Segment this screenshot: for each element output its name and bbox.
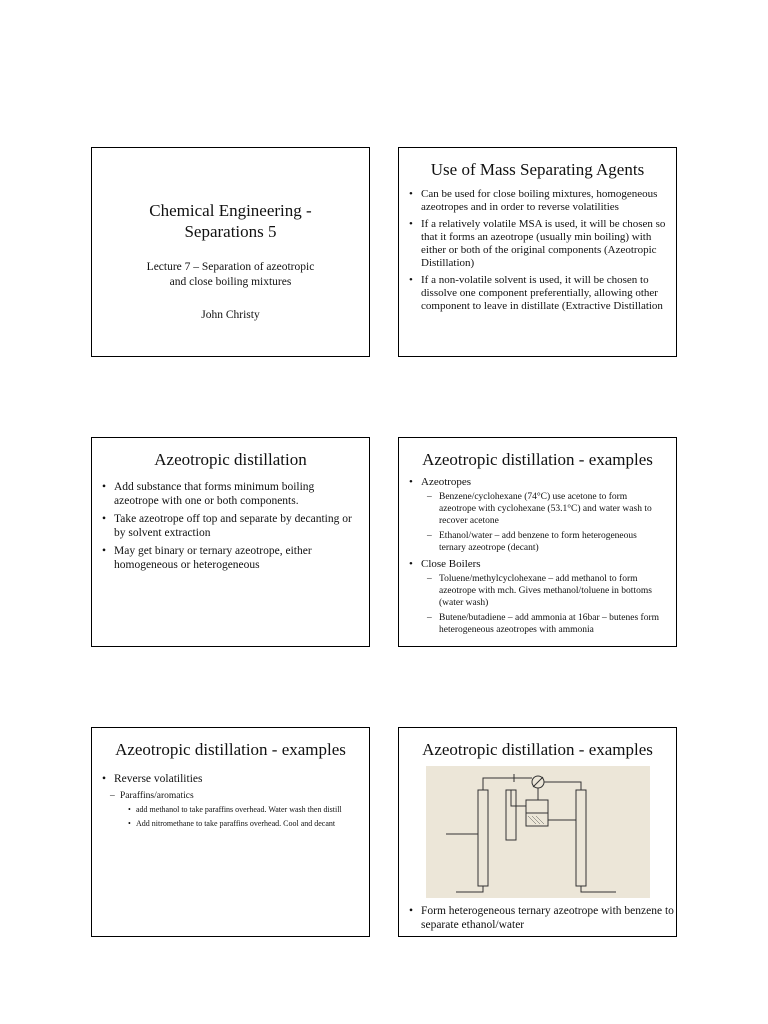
sub-sub-bullet-item: • Add nitromethane to take paraffins overhead. Cool and decant	[92, 819, 355, 830]
heading-line-2: Separations 5	[184, 222, 277, 241]
slide-4-title: Azeotropic distillation - examples	[422, 450, 653, 469]
sub-bullet-item: – Toluene/methylcyclohexane – add methanol to form azeotrope with mch. Gives methanol/toluene in bottoms (water wash)	[421, 573, 666, 609]
bullet-item: • Take azeotrope off top and separate by decanting or by solvent extraction	[92, 512, 357, 540]
slide-3-azeotropic-distillation	[91, 437, 370, 647]
bullet-item: • Add substance that forms minimum boiling azeotrope with one or both components.	[92, 480, 357, 508]
bullet-item: • May get binary or ternary azeotrope, either homogeneous or heterogeneous	[92, 544, 357, 572]
slide-5-examples	[91, 727, 370, 937]
bullet-item: • Form heterogeneous ternary azeotrope with benzene to separate ethanol/water	[399, 904, 676, 932]
slide-1-title	[91, 147, 370, 357]
subtitle-line-2: and close boiling mixtures	[169, 276, 292, 288]
slide-3-bullets	[92, 480, 369, 572]
slide-2-bullets	[399, 188, 676, 313]
heading-line-1: Chemical Engineering -	[149, 201, 312, 220]
sub-sub-bullet-item: • add methanol to take paraffins overhead. Water wash then distill	[92, 805, 355, 816]
bullet-label: Close Boilers	[421, 558, 481, 570]
bullet-label: Reverse volatilities	[114, 773, 203, 785]
process-flow-diagram	[426, 766, 650, 898]
slide-1-heading	[92, 200, 369, 242]
slide-6-examples	[398, 727, 677, 937]
slide-5-bullets	[92, 772, 369, 829]
slide-3-title: Azeotropic distillation	[154, 450, 307, 469]
author-name: John Christy	[201, 309, 260, 321]
slide-6-bullets	[399, 904, 676, 936]
lecture-subtitle	[92, 260, 369, 290]
bullet-item: • If a non-volatile solvent is used, it will be chosen to dissolve one component preferentially, allowing other component to leave in distillate (Extractive Distillation	[399, 274, 666, 313]
bullet-item: • Can be used for close boiling mixtures, homogeneous azeotropes and in order to reverse volatilities	[399, 188, 666, 214]
slide-6-title: Azeotropic distillation - examples	[422, 740, 653, 759]
bullet-azeotropes	[399, 476, 666, 554]
sub-bullet-paraffins: – Paraffins/aromatics	[92, 790, 363, 802]
process-flow-sketch	[426, 766, 650, 898]
slide-2-mass-separating-agents	[398, 147, 677, 357]
subtitle-line-1: Lecture 7 – Separation of azeotropic	[146, 261, 315, 273]
slide-4-examples	[398, 437, 677, 647]
bullet-item: • If a relatively volatile MSA is used, it will be chosen so that it forms an azeotrope (usually min boiling) with either or both of the original components (Azeotropic Distillation)	[399, 218, 666, 270]
sub-bullet-item: – Butene/butadiene – add ammonia at 16bar – butenes form heterogeneous azeotropes with ammonia	[421, 612, 666, 636]
sub-bullet-item: – Ethanol/water – add benzene to form heterogeneous ternary azeotrope (decant)	[421, 530, 666, 554]
slide-2-title: Use of Mass Separating Agents	[430, 160, 645, 179]
bullet-close-boilers	[399, 558, 666, 636]
slide-4-bullets	[399, 476, 676, 636]
sub-bullet-item: – Benzene/cyclohexane (74°C) use acetone to form azeotrope with cyclohexane (53.1°C) and water wash to recover acetone	[421, 491, 666, 527]
bullet-label: Azeotropes	[421, 476, 472, 488]
slide-5-title: Azeotropic distillation - examples	[115, 740, 346, 759]
bullet-reverse-volatilities	[92, 772, 363, 786]
